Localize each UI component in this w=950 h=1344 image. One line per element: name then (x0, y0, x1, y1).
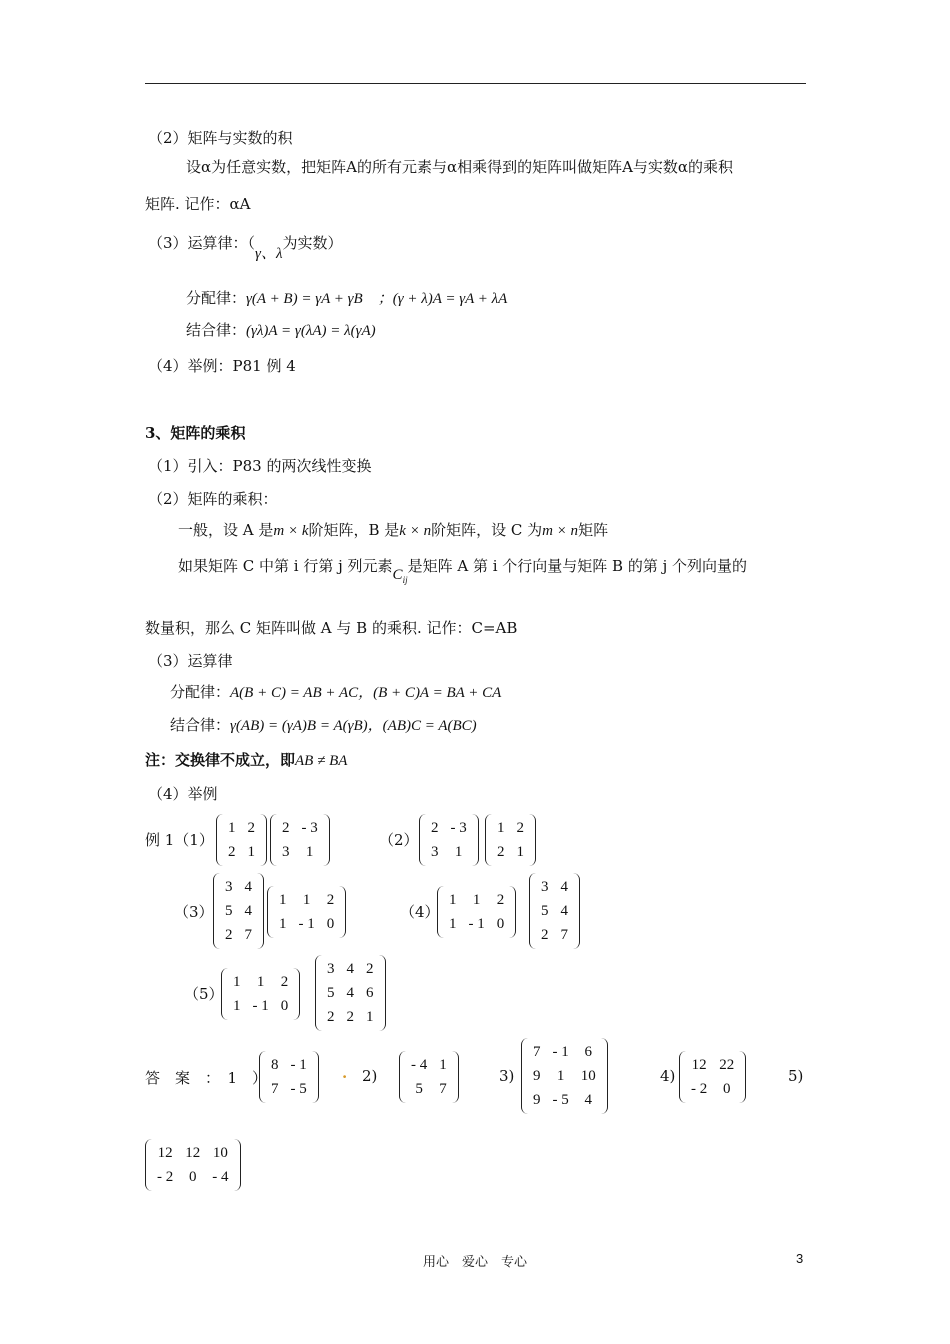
matrix-cell: 1 (228, 820, 236, 836)
matrix-cell: - 4 (411, 1057, 428, 1073)
matrix-cell: 5 (327, 985, 335, 1001)
matrix-cell: 2 (327, 1009, 335, 1025)
matrix-cell: 4 (584, 1092, 592, 1108)
associative-formula: γ(AB) = (γA)B = A(γB)，(AB)C = A(BC) (230, 718, 477, 734)
cij-subscript: ij (402, 575, 408, 585)
matrix-cell: 1 (305, 844, 314, 860)
matrix-cell: 5 (415, 1081, 423, 1097)
matrix-cell: 2 (225, 927, 233, 943)
matrix-cell: 1 (454, 844, 463, 860)
matrix-cell: 4 (244, 903, 252, 919)
label: 结合律： (170, 716, 231, 734)
matrix-cell: 1 (516, 844, 524, 860)
matrix-cell: - 1 (290, 1057, 307, 1073)
matrix-cell: 3 (327, 961, 335, 977)
matrix-cell: 9 (533, 1068, 541, 1084)
matrix-cell: 4 (244, 879, 252, 895)
matrix-cell: 6 (366, 985, 374, 1001)
text: 阶矩阵，B 是 (308, 521, 400, 539)
answers-label: 答 案 ： 1 ） (145, 1069, 268, 1087)
matrix-cell: 1 (256, 974, 265, 990)
matrix-cell: 2 (228, 844, 236, 860)
matrix-cell: 5 (225, 903, 233, 919)
matrix-cell: 4 (560, 879, 568, 895)
example-label: （3） (174, 903, 214, 921)
formula-line (186, 288, 507, 309)
matrix-cell: 4 (560, 903, 568, 919)
matrix-cell: 9 (533, 1092, 541, 1108)
matrix-cell: - 1 (468, 916, 485, 932)
matrix-cell: 12 (185, 1145, 201, 1161)
matrix-cell: 0 (326, 916, 335, 932)
element-cij (393, 567, 408, 583)
matrix-cell: 1 (233, 998, 241, 1014)
matrix-cell: 10 (212, 1145, 228, 1161)
note-text: 注：交换律不成立，即 (145, 751, 296, 769)
paragraph: 矩阵. 记作：αA (145, 195, 251, 213)
distributive-formula: A(B + C) = AB + AC，(B + C)A = BA + CA (230, 685, 502, 701)
example-label: （4） (400, 903, 440, 921)
page-number: 3 (796, 1251, 804, 1266)
matrix-cell: 2 (282, 820, 290, 836)
formula-line (170, 715, 477, 736)
matrix-cell: 6 (584, 1044, 592, 1060)
list-item: （2）矩阵的乘积： (148, 490, 278, 508)
matrix-cell: 2 (366, 961, 374, 977)
matrix (419, 814, 479, 866)
section-heading: （4）举例：P81 例 4 (148, 357, 296, 375)
note-formula: AB ≠ BA (295, 753, 348, 769)
matrix-cell: 3 (541, 879, 549, 895)
answer-label: 3) (499, 1067, 515, 1085)
matrix-cell: - 1 (552, 1044, 569, 1060)
matrix-cell: 1 (233, 974, 241, 990)
matrix-cell: 1 (279, 916, 287, 932)
associative-formula: (γλ)A = γ(λA) = λ(γA) (246, 323, 376, 339)
matrix (270, 814, 330, 866)
label: 结合律： (186, 321, 247, 339)
answer-label: 4) (660, 1067, 676, 1085)
matrix-cell: 3 (282, 844, 290, 860)
matrix-cell: 2 (541, 927, 549, 943)
matrix-cell: 3 (431, 844, 439, 860)
matrix-cell: - 5 (290, 1081, 307, 1097)
matrix-cell: - 1 (252, 998, 269, 1014)
example-label: （2） (379, 831, 419, 849)
matrix-cell: 0 (189, 1169, 197, 1185)
matrix-cell: 2 (326, 892, 335, 908)
matrix-cell: - 3 (301, 820, 318, 836)
matrix-cell: 2 (346, 1009, 354, 1025)
text: 是矩阵 A 第 i 个行向量与矩阵 B 的第 j 个列向量的 (407, 557, 748, 575)
matrix (213, 873, 264, 949)
heading-tail: 为实数） (282, 234, 343, 252)
list-item: （3）运算律 (148, 652, 233, 670)
matrix-cell: 7 (439, 1081, 447, 1097)
matrix-cell: 0 (723, 1081, 731, 1097)
matrix-cell: 1 (439, 1057, 447, 1073)
paragraph: 设α为任意实数，把矩阵A的所有元素与α相乘得到的矩阵叫做矩阵A与实数α的乘积 (186, 158, 734, 176)
matrix-cell: 8 (271, 1057, 279, 1073)
matrix-cell: 7 (560, 927, 568, 943)
matrix-cell: 10 (580, 1068, 596, 1084)
paragraph (178, 520, 608, 541)
matrix-cell: 4 (346, 961, 354, 977)
matrix-cell: 3 (225, 879, 233, 895)
matrix-cell: 7 (271, 1081, 279, 1097)
paragraph (178, 556, 748, 585)
matrix-cell: 7 (244, 927, 252, 943)
list-item: （4）举例 (148, 785, 218, 803)
matrix-cell: - 2 (157, 1169, 174, 1185)
matrix-cell: 7 (533, 1044, 541, 1060)
answer-label: 2) (362, 1067, 378, 1085)
matrix-cell: 12 (691, 1057, 707, 1073)
matrix-cell: 1 (472, 892, 481, 908)
matrix-cell: - 5 (552, 1092, 569, 1108)
matrix-cell: - 1 (298, 916, 315, 932)
label: 分配律： (170, 683, 231, 701)
matrix (521, 1038, 608, 1114)
header-rule (145, 83, 806, 84)
example-label: （5） (184, 985, 224, 1003)
matrix-cell: 1 (366, 1009, 374, 1025)
matrix-cell: 1 (279, 892, 287, 908)
matrix (259, 1051, 319, 1103)
matrix-cell: 0 (496, 916, 505, 932)
matrix-cell: 2 (280, 974, 289, 990)
text: 一般，设 A 是 (178, 521, 274, 539)
section-title: 3、矩阵的乘积 (145, 424, 246, 442)
matrix-cell: 4 (346, 985, 354, 1001)
distributive-formula: γ(A + B) = γA + γB ；(γ + λ)A = γA + λA (246, 291, 508, 307)
matrix (216, 814, 267, 866)
matrix (679, 1051, 746, 1103)
matrix-cell: - 4 (212, 1169, 229, 1185)
list-item: （1）引入：P83 的两次线性变换 (148, 457, 372, 475)
matrix-cell: 1 (247, 844, 255, 860)
matrix-cell: 1 (302, 892, 311, 908)
matrix-cell: 2 (247, 820, 255, 836)
matrix-cell: 1 (497, 820, 505, 836)
cij-letter: C (392, 567, 403, 583)
matrix-cell: 2 (496, 892, 505, 908)
matrix-cell: - 2 (691, 1081, 708, 1097)
matrix (529, 873, 580, 949)
matrix (399, 1051, 459, 1103)
section-heading (148, 233, 343, 262)
matrix-cell: 22 (719, 1057, 735, 1073)
heading-text: （3）运算律：（ (148, 234, 256, 252)
matrix (267, 886, 346, 938)
matrix-cell: 2 (516, 820, 524, 836)
matrix (221, 968, 300, 1020)
dim-mk: m × k (273, 523, 309, 539)
matrix-cell: 1 (556, 1068, 565, 1084)
dim-kn: k × n (399, 523, 432, 539)
paragraph: 数量积，那么 C 矩阵叫做 A 与 B 的乘积. 记作：C=AB (145, 619, 518, 637)
text: 阶矩阵，设 C 为 (431, 521, 543, 539)
formula-line (186, 320, 376, 341)
matrix (437, 886, 516, 938)
matrix-cell: 2 (431, 820, 439, 836)
dim-mn: m × n (542, 523, 579, 539)
matrix-cell: 2 (497, 844, 505, 860)
matrix (315, 955, 386, 1031)
example-label: 例 1（1） (145, 831, 214, 849)
matrix-cell: 5 (541, 903, 549, 919)
answer-label: 5) (788, 1067, 804, 1085)
page-footer: 用心 爱心 专心 (422, 1255, 527, 1270)
matrix-cell: 1 (449, 892, 457, 908)
separator-dot: . (342, 1064, 348, 1082)
text: 如果矩阵 C 中第 i 行第 j 列元素 (178, 557, 393, 575)
label: 分配律： (186, 289, 247, 307)
note (145, 750, 347, 771)
matrix-cell: 1 (449, 916, 457, 932)
matrix-cell: - 3 (450, 820, 467, 836)
formula-line (170, 682, 501, 703)
section-heading: （2）矩阵与实数的积 (148, 129, 293, 147)
matrix (145, 1139, 241, 1191)
matrix (485, 814, 536, 866)
matrix-cell: 0 (280, 998, 289, 1014)
text: 矩阵 (578, 521, 609, 539)
variables: γ、λ (255, 246, 283, 262)
matrix-cell: 12 (157, 1145, 173, 1161)
